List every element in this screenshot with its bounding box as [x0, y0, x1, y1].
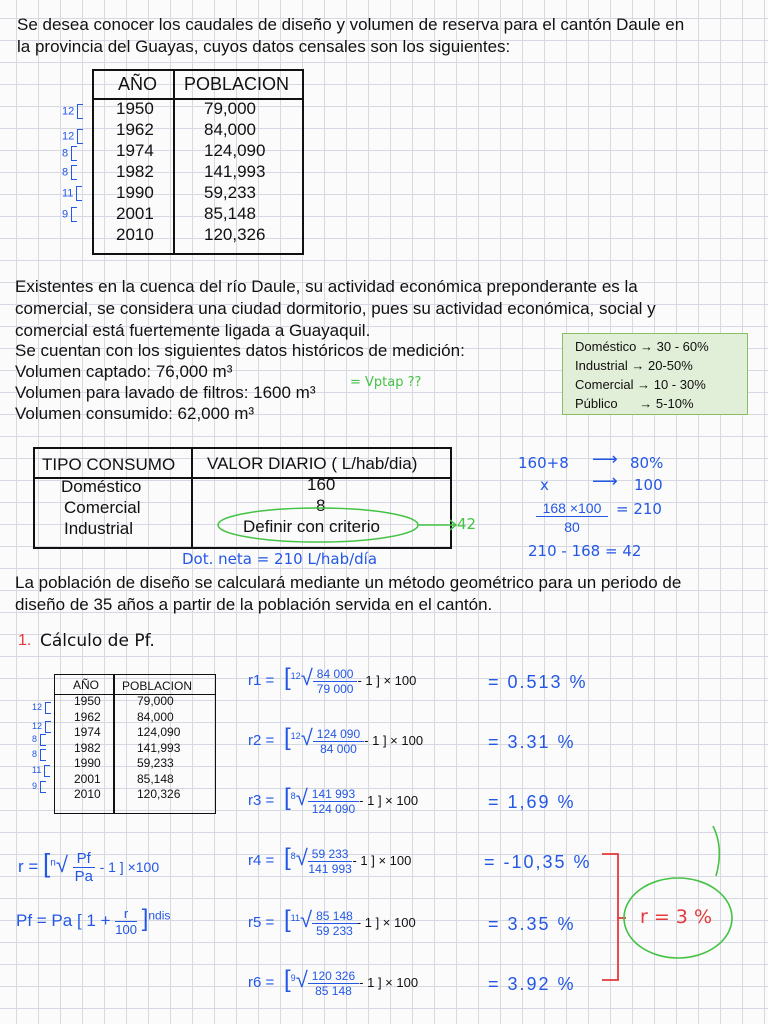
table-row: 1974 124,090 — [116, 141, 266, 160]
header-population: POBLACION — [122, 679, 193, 693]
table-row: 1982 141,993 — [116, 162, 266, 181]
interval-bracket: 11 — [62, 186, 82, 201]
calc-line-1b: 80% — [630, 454, 664, 472]
rate-row: r1 = [$^{12}$√ $\frac{84 000}{79 000}$ - 1 ] × 100 = 0.513 % — [248, 664, 588, 696]
design-line-2: diseño de 35 años a partir de la población servida en el cantón. — [15, 595, 493, 614]
interval-bracket: 12 — [62, 104, 83, 119]
percent-commercial: Comercial → 10 - 30% — [575, 377, 706, 392]
table-row: 1962 84,000 — [116, 120, 256, 139]
calc-line-1a: 160+8 — [518, 454, 569, 472]
header-type: TIPO CONSUMO — [42, 455, 176, 474]
interval-bracket: 12 — [32, 719, 51, 733]
para-line-3: comercial está fuertemente ligada a Guayaquil. — [15, 321, 371, 340]
table-row: 2010 120,326 — [116, 225, 266, 244]
interval-bracket: 9 — [62, 207, 77, 222]
pf-formula: Pf = Pa [ 1 + $\frac{r}{100}$ ]$^{ndis}$ — [16, 905, 171, 938]
rate-row: r5 = [$^{11}$√ $\frac{85 148}{59 233}$ - 1 ] × 100 = 3.35 % — [248, 906, 576, 938]
type-domestic: Doméstico — [61, 477, 142, 496]
interval-bracket: 9 — [32, 779, 46, 793]
para-line-1: Existentes en la cuenca del río Daule, su actividad económica preponderante es la — [15, 277, 638, 296]
table-row: 1990 59,233 — [74, 756, 174, 770]
section-number: 1. — [18, 632, 32, 649]
volume-captured: Volumen captado: 76,000 m³ — [15, 362, 233, 381]
interval-bracket: 8 — [62, 146, 77, 161]
criterion-highlight — [210, 505, 490, 555]
table-row: 2010 120,326 — [74, 787, 181, 801]
interval-bracket: 8 — [32, 747, 46, 761]
interval-bracket: 8 — [32, 732, 46, 746]
table-row: 1982 141,993 — [74, 740, 181, 755]
final-rate: r = 3 % — [640, 906, 712, 928]
design-line-1: La población de diseño se calculará mediante un método geométrico para un periodo de — [15, 573, 682, 592]
header-population: POBLACION — [184, 74, 290, 94]
para-line-2: comercial, se considera una ciudad dormitorio, pues su actividad económica, social y — [15, 299, 656, 318]
intro-line-2: la provincia del Guayas, cuyos datos censales son los siguientes: — [17, 37, 511, 56]
rate-row: r6 = [$^9$√ $\frac{120 326}{85 148}$ - 1 ] × 100 = 3.92 % — [248, 966, 576, 998]
calc-result: = 210 — [616, 500, 662, 518]
calc-numerator: 168 ×100 — [536, 500, 608, 517]
consumption-percent-box — [562, 333, 748, 415]
rate-row: r2 = [$^{12}$√ $\frac{124 090}{84 000}$ - 1 ] × 100 = 3.31 % — [248, 724, 576, 756]
calc-line-2b: 100 — [634, 476, 663, 494]
value-industrial: Definir con criterio — [243, 517, 380, 536]
interval-bracket: 11 — [32, 763, 50, 777]
table-row: 1990 59,233 — [116, 183, 256, 202]
vptap-note: = Vptap ?? — [350, 375, 422, 390]
volume-filter-wash: Volumen para lavado de filtros: 1600 m³ — [15, 383, 316, 402]
arrow-icon: ⟶ — [592, 471, 618, 491]
para-line-4: Se cuentan con los siguientes datos históricos de medición: — [15, 341, 465, 360]
calc-denominator: 80 — [564, 519, 580, 535]
type-commercial: Comercial — [64, 498, 141, 517]
value-domestic: 160 — [307, 475, 336, 494]
rate-row: r4 = [$^8$√ $\frac{59 233}{141 993}$ - 1 ] × 100 = -10,35 % — [248, 844, 592, 876]
value-commercial: 8 — [316, 496, 326, 515]
net-dotation: Dot. neta = 210 L/hab/día — [182, 550, 378, 568]
interval-bracket: 12 — [32, 700, 51, 714]
rate-row: r3 = [$^8$√ $\frac{141 993}{124 090}$ - 1 ] × 100 = 1,69 % — [248, 784, 576, 816]
volume-consumed: Volumen consumido: 62,000 m³ — [15, 404, 255, 423]
calc-line-4: 210 - 168 = 42 — [528, 542, 642, 560]
census-table-small — [54, 674, 216, 814]
header-year: AÑO — [73, 678, 100, 692]
percent-industrial: Industrial → 20-50% — [575, 358, 693, 373]
arrow-icon: ⟶ — [592, 449, 618, 469]
intro-line-1: Se desea conocer los caudales de diseño y volumen de reserva para el cantón Daule en — [17, 15, 685, 34]
table-row: 1950 79,000 — [116, 99, 256, 118]
interval-bracket: 8 — [62, 165, 77, 180]
industrial-value: 42 — [457, 515, 477, 533]
percent-domestic: Doméstico → 30 - 60% — [575, 339, 709, 354]
table-row: 1962 84,000 — [74, 709, 174, 724]
r-formula: r = [$^n$√ $\frac{Pf}{Pa}$ - 1 ] ×100 — [18, 848, 160, 886]
table-row: 1974 124,090 — [74, 725, 181, 739]
percent-public: Público → 5-10% — [575, 396, 694, 411]
header-daily-value: VALOR DIARIO ( L/hab/dia) — [207, 454, 418, 473]
table-row: 2001 85,148 — [116, 204, 256, 223]
type-industrial: Industrial — [64, 519, 133, 538]
header-year: AÑO — [118, 74, 158, 94]
calc-line-2a: x — [540, 476, 549, 494]
table-row: 2001 85,148 — [74, 771, 174, 786]
interval-bracket: 12 — [62, 129, 83, 144]
census-table — [92, 69, 304, 255]
table-row: 1950 79,000 — [74, 694, 174, 708]
section-title: Cálculo de Pf. — [40, 631, 155, 651]
